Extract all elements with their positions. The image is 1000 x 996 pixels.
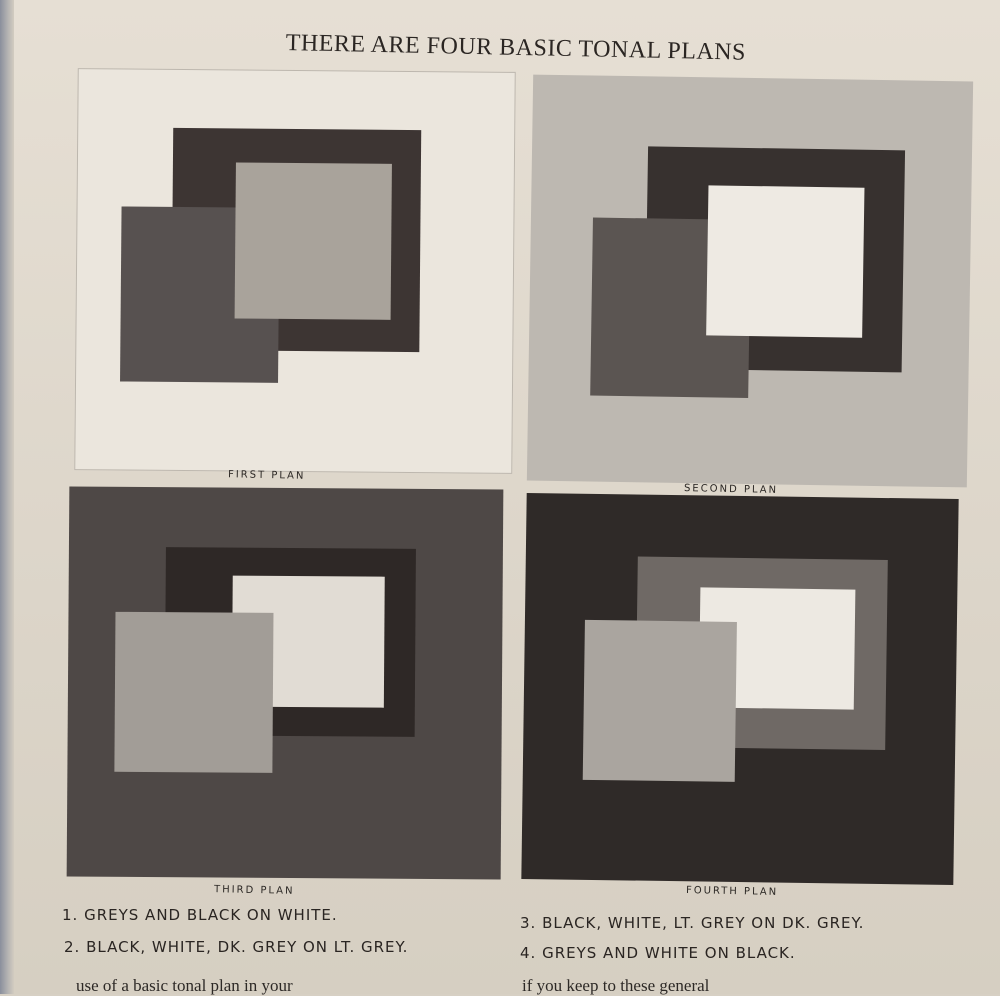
third-plan-mid-square xyxy=(114,612,273,773)
legend-item-2: 2. BLACK, WHITE, DK. GREY ON LT. GREY. xyxy=(64,938,409,956)
legend-item-4: 4. GREYS AND WHITE ON BLACK. xyxy=(520,944,796,962)
book-spine xyxy=(0,0,14,994)
third-plan-panel xyxy=(67,486,504,879)
second-plan-light-square xyxy=(706,185,864,337)
fourth-plan-panel xyxy=(521,493,958,885)
second-plan-label: SECOND PLAN xyxy=(683,483,779,496)
fourth-plan-label: FOURTH PLAN xyxy=(685,885,779,898)
page-title: THERE ARE FOUR BASIC TONAL PLANS xyxy=(285,30,747,66)
body-text-right: if you keep to these general xyxy=(522,976,710,995)
fourth-plan-mid-square xyxy=(583,620,737,782)
third-plan-label: THIRD PLAN xyxy=(213,884,295,897)
legend-item-1: 1. GREYS AND BLACK ON WHITE. xyxy=(62,906,338,924)
second-plan-panel xyxy=(527,75,973,488)
body-text-left: use of a basic tonal plan in your xyxy=(76,976,293,995)
first-plan-label: FIRST PLAN xyxy=(227,469,306,482)
first-plan-panel xyxy=(74,68,515,474)
first-plan-light-square xyxy=(235,162,392,319)
legend-item-3: 3. BLACK, WHITE, LT. GREY ON DK. GREY. xyxy=(520,914,865,932)
